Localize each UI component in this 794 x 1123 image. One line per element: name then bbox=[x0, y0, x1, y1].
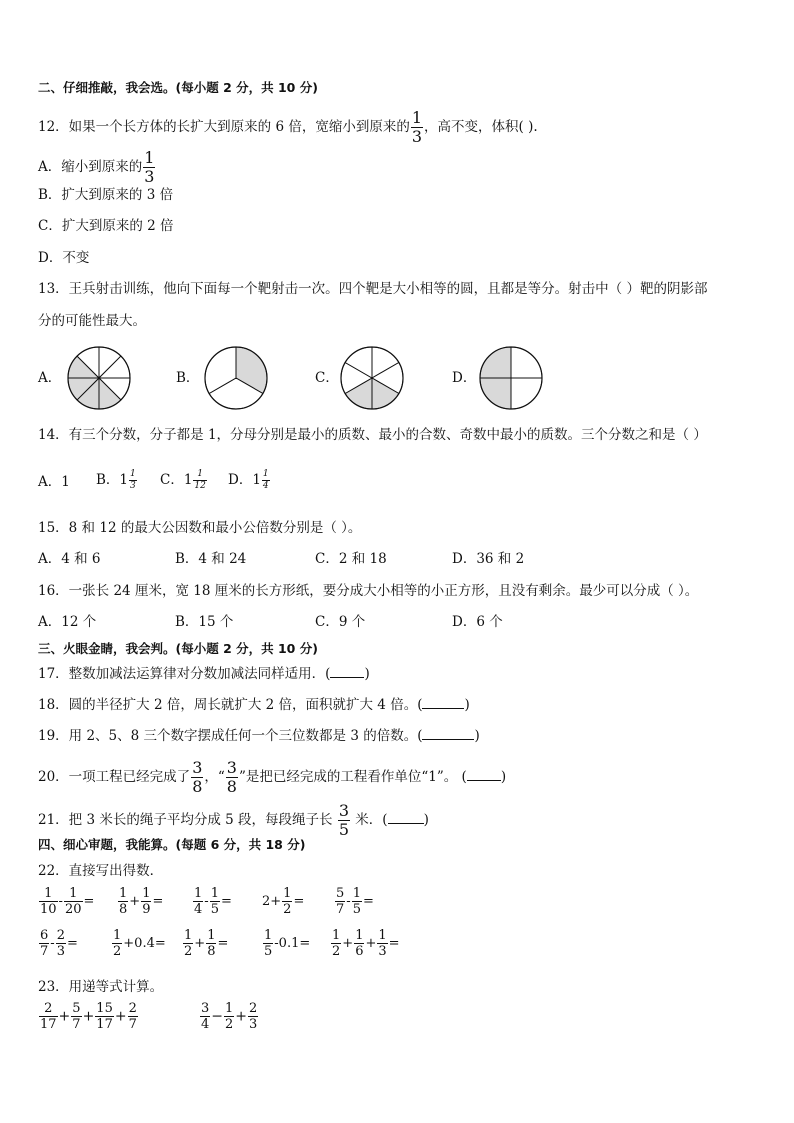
frac bbox=[193, 887, 203, 916]
calc-r1-3[interactable] bbox=[192, 887, 232, 916]
q19-close: ) bbox=[474, 728, 480, 744]
operator: - bbox=[50, 936, 55, 951]
num: 1 bbox=[283, 886, 292, 901]
num: 1 bbox=[142, 886, 151, 901]
q21-text-end: 米．( bbox=[351, 812, 388, 828]
q14-b-whole: B．1 bbox=[96, 472, 129, 488]
q14-option-d[interactable] bbox=[228, 470, 271, 491]
q20-text-end: ”是把已经完成的工程看作单位“1”。 ( bbox=[238, 769, 467, 785]
num: 3 bbox=[201, 1001, 210, 1016]
q14-d-den: 4 bbox=[262, 481, 269, 491]
q12-option-a-text: A．缩小到原来的 bbox=[38, 159, 143, 175]
target-b-pie[interactable] bbox=[203, 345, 269, 411]
frac bbox=[354, 929, 364, 958]
question-22: 22．直接写出得数． bbox=[38, 863, 164, 879]
num: 1 bbox=[39, 887, 58, 902]
calc-23-2[interactable] bbox=[199, 1002, 259, 1031]
q14-d-fraction bbox=[262, 470, 270, 491]
num: 1 bbox=[207, 928, 216, 943]
frac bbox=[335, 887, 345, 916]
q12-text-end: ，高不变，体积( ). bbox=[424, 119, 538, 135]
question-13-line1: 13．王兵射击训练，他向下面每一个靶射击一次。四个靶是大小相等的圆，且都是等分。射击中（ ）靶的阴影部 bbox=[38, 281, 708, 297]
q16-option-a[interactable]: A．12 个 bbox=[38, 614, 97, 630]
q12-option-a-fraction bbox=[143, 150, 155, 185]
q12-option-c[interactable]: C．扩大到原来的 2 倍 bbox=[38, 218, 174, 234]
question-13-line2: 分的可能性最大。 bbox=[38, 313, 146, 329]
q21-num: 3 bbox=[338, 801, 349, 820]
num: 15 bbox=[96, 1001, 113, 1016]
num: 1 bbox=[378, 928, 387, 943]
q21-den: 5 bbox=[338, 820, 349, 839]
operator: - bbox=[58, 894, 63, 909]
num: 1 bbox=[210, 886, 219, 901]
q20-fraction-1 bbox=[191, 760, 203, 795]
den: 2 bbox=[332, 944, 341, 959]
frac bbox=[377, 929, 387, 958]
den: 5 bbox=[352, 902, 361, 917]
operator: + bbox=[194, 936, 206, 951]
question-17 bbox=[38, 665, 370, 683]
q14-c-den: 12 bbox=[194, 481, 206, 491]
q14-c-whole: C．1 bbox=[160, 472, 193, 488]
q20-f2-num: 3 bbox=[226, 758, 237, 777]
whole-plus: 2+ bbox=[262, 894, 282, 909]
q20-text: 20．一项工程已经完成了 bbox=[38, 769, 191, 785]
q16-option-b[interactable]: B．15 个 bbox=[175, 614, 234, 630]
den: 2 bbox=[225, 1017, 234, 1032]
den: 7 bbox=[128, 1017, 137, 1032]
q17-close: ) bbox=[364, 666, 370, 682]
q20-f1-den: 8 bbox=[192, 777, 203, 796]
calc-r1-2[interactable] bbox=[117, 887, 163, 916]
frac bbox=[71, 1002, 81, 1031]
operator: - bbox=[346, 894, 351, 909]
num: 1 bbox=[64, 887, 83, 902]
q13-option-b[interactable]: B． bbox=[176, 370, 200, 386]
calc-r2-4[interactable] bbox=[262, 929, 310, 958]
den: 6 bbox=[355, 944, 364, 959]
den: 10 bbox=[40, 902, 57, 917]
question-21 bbox=[38, 803, 429, 838]
q12-a-den: 3 bbox=[144, 167, 155, 186]
den: 8 bbox=[119, 902, 128, 917]
den: 3 bbox=[56, 944, 65, 959]
num: 1 bbox=[355, 928, 364, 943]
decimal-term: +0.4 bbox=[123, 936, 155, 951]
equals: = bbox=[83, 894, 95, 909]
num: 1 bbox=[264, 928, 273, 943]
equals: = bbox=[220, 894, 232, 909]
den: 20 bbox=[64, 902, 82, 917]
den: 17 bbox=[96, 1017, 113, 1032]
target-c-pie[interactable] bbox=[339, 345, 405, 411]
q12-fraction bbox=[411, 110, 423, 145]
q14-b-den: 3 bbox=[130, 481, 136, 491]
frac bbox=[248, 1002, 258, 1031]
q15-option-c[interactable]: C．2 和 18 bbox=[315, 551, 387, 567]
frac bbox=[263, 929, 273, 958]
frac bbox=[64, 887, 83, 916]
calc-23-1[interactable] bbox=[38, 1002, 139, 1031]
q12-option-d[interactable]: D．不变 bbox=[38, 250, 90, 266]
equals: = bbox=[299, 936, 311, 951]
operator: + bbox=[342, 936, 354, 951]
num: 2 bbox=[249, 1001, 258, 1016]
den: 2 bbox=[283, 902, 292, 917]
equals: = bbox=[154, 936, 166, 951]
frac bbox=[352, 887, 362, 916]
den: 4 bbox=[201, 1017, 210, 1032]
q13-option-a[interactable]: A． bbox=[38, 370, 62, 386]
q14-b-fraction bbox=[129, 470, 137, 491]
num: 1 bbox=[352, 886, 361, 901]
operator: + bbox=[82, 1008, 95, 1025]
frac bbox=[39, 887, 58, 916]
calc-r2-3[interactable] bbox=[182, 929, 228, 958]
question-12 bbox=[38, 110, 538, 145]
equals: = bbox=[217, 936, 229, 951]
calc-r2-1[interactable] bbox=[38, 929, 78, 958]
num: 1 bbox=[184, 928, 193, 943]
q15-option-a[interactable]: A．4 和 6 bbox=[38, 551, 101, 567]
q18-text: 18．圆的半径扩大 2 倍，周长就扩大 2 倍，面积就扩大 4 倍。( bbox=[38, 697, 423, 713]
equals: = bbox=[66, 936, 78, 951]
q16-option-c[interactable]: C．9 个 bbox=[315, 614, 366, 630]
q21-close: ) bbox=[423, 812, 429, 828]
frac bbox=[56, 929, 66, 958]
operator: + bbox=[365, 936, 377, 951]
q19-text: 19．用 2、5、8 三个数字摆成任何一个三位数都是 3 的倍数。( bbox=[38, 728, 423, 744]
num: 6 bbox=[40, 928, 49, 943]
calc-r2-2[interactable] bbox=[111, 929, 166, 958]
num: 5 bbox=[336, 886, 345, 901]
q14-option-c[interactable] bbox=[160, 470, 208, 491]
q21-text: 21．把 3 米长的绳子平均分成 5 段，每段绳子长 bbox=[38, 812, 337, 828]
question-20 bbox=[38, 760, 506, 795]
q14-d-whole: D．1 bbox=[228, 472, 261, 488]
q13-option-c[interactable]: C． bbox=[315, 370, 339, 386]
question-16: 16．一张长 24 厘米，宽 18 厘米的长方形纸，要分成大小相等的小正方形，且没有剩余。最少可以分成（ ）。 bbox=[38, 583, 699, 599]
decimal-term: -0.1 bbox=[274, 936, 300, 951]
q12-frac-num: 1 bbox=[411, 108, 423, 127]
den: 7 bbox=[336, 902, 345, 917]
q14-d-num: 1 bbox=[262, 469, 269, 479]
frac bbox=[183, 929, 193, 958]
q16-option-d[interactable]: D．6 个 bbox=[452, 614, 503, 630]
den: 3 bbox=[249, 1017, 258, 1032]
num: 2 bbox=[128, 1001, 137, 1016]
frac bbox=[331, 929, 341, 958]
calc-r1-5[interactable] bbox=[334, 887, 374, 916]
frac bbox=[210, 887, 220, 916]
den: 2 bbox=[184, 944, 193, 959]
q14-option-a[interactable]: A．1 bbox=[38, 474, 70, 490]
den: 8 bbox=[207, 944, 216, 959]
q18-close: ) bbox=[464, 697, 470, 713]
target-d-pie[interactable] bbox=[478, 345, 544, 411]
equals: = bbox=[293, 894, 305, 909]
section-3-heading: 三、火眼金睛，我会判。(每小题 2 分，共 10 分) bbox=[38, 641, 318, 656]
calc-r2-5[interactable] bbox=[330, 929, 400, 958]
question-23: 23．用递等式计算。 bbox=[38, 979, 164, 995]
frac bbox=[39, 1002, 58, 1031]
num: 1 bbox=[119, 886, 128, 901]
operator: + bbox=[58, 1008, 71, 1025]
den: 9 bbox=[142, 902, 151, 917]
q21-answer-blank[interactable] bbox=[388, 811, 424, 824]
den: 5 bbox=[264, 944, 273, 959]
den: 3 bbox=[378, 944, 387, 959]
den: 7 bbox=[40, 944, 49, 959]
q17-text: 17．整数加减法运算律对分数加减法同样适用．( bbox=[38, 666, 331, 682]
den: 7 bbox=[72, 1017, 81, 1032]
num: 1 bbox=[194, 886, 203, 901]
operator: + bbox=[129, 894, 141, 909]
q14-c-num: 1 bbox=[193, 470, 206, 481]
q20-close: ) bbox=[500, 769, 507, 785]
operator: + bbox=[114, 1008, 127, 1025]
calc-r1-1[interactable] bbox=[38, 887, 94, 916]
question-14: 14．有三个分数，分子都是 1，分母分别是最小的质数、最小的合数、奇数中最小的质数。三个分数之和是（ ） bbox=[38, 427, 707, 443]
q12-option-a[interactable] bbox=[38, 150, 156, 185]
num: 2 bbox=[39, 1002, 58, 1017]
num: 2 bbox=[56, 928, 65, 943]
q15-option-b[interactable]: B．4 和 24 bbox=[175, 551, 247, 567]
calc-r1-4[interactable] bbox=[262, 887, 304, 916]
frac bbox=[112, 929, 122, 958]
section-2-heading: 二、仔细推敲，我会选。(每小题 2 分，共 10 分) bbox=[38, 80, 318, 95]
q12-text: 12．如果一个长方体的长扩大到原来的 6 倍，宽缩小到原来的 bbox=[38, 119, 410, 135]
frac bbox=[200, 1002, 210, 1031]
q18-answer-blank[interactable] bbox=[422, 696, 464, 709]
den: 5 bbox=[210, 902, 219, 917]
num: 5 bbox=[72, 1001, 81, 1016]
operator: + bbox=[235, 1008, 248, 1025]
equals: = bbox=[362, 894, 374, 909]
question-18 bbox=[38, 696, 470, 714]
q19-answer-blank[interactable] bbox=[422, 727, 474, 740]
frac bbox=[128, 1002, 138, 1031]
equals: = bbox=[152, 894, 164, 909]
frac bbox=[282, 887, 292, 916]
q13-option-d[interactable]: D． bbox=[452, 370, 477, 386]
equals: = bbox=[388, 936, 400, 951]
frac bbox=[224, 1002, 234, 1031]
frac bbox=[39, 929, 49, 958]
operator: - bbox=[204, 894, 209, 909]
question-19 bbox=[38, 727, 480, 745]
frac bbox=[206, 929, 216, 958]
q20-f1-num: 3 bbox=[192, 758, 203, 777]
q14-c-fraction bbox=[193, 470, 206, 491]
q20-fraction-2 bbox=[226, 760, 238, 795]
q15-option-d[interactable]: D．36 和 2 bbox=[452, 551, 525, 567]
q21-fraction bbox=[338, 803, 350, 838]
frac bbox=[118, 887, 128, 916]
q14-option-b[interactable] bbox=[96, 470, 138, 491]
question-15: 15．8 和 12 的最大公因数和最小公倍数分别是（ ）。 bbox=[38, 520, 362, 536]
q17-answer-blank[interactable] bbox=[330, 665, 364, 678]
q20-answer-blank[interactable] bbox=[467, 768, 501, 781]
den: 17 bbox=[40, 1017, 57, 1032]
frac bbox=[95, 1002, 114, 1031]
operator: − bbox=[211, 1008, 224, 1025]
target-a-pie[interactable] bbox=[66, 345, 132, 411]
q14-b-num: 1 bbox=[130, 469, 136, 479]
q12-option-b[interactable]: B．扩大到原来的 3 倍 bbox=[38, 187, 174, 203]
section-4-heading: 四、细心审题，我能算。(每题 6 分，共 18 分) bbox=[38, 837, 306, 852]
q12-a-num: 1 bbox=[144, 148, 155, 167]
num: 1 bbox=[332, 928, 341, 943]
q20-quote-open: ，“ bbox=[204, 769, 225, 785]
q12-frac-den: 3 bbox=[411, 127, 423, 146]
q20-f2-den: 8 bbox=[226, 777, 237, 796]
den: 2 bbox=[113, 944, 122, 959]
num: 1 bbox=[113, 928, 122, 943]
num: 1 bbox=[225, 1001, 234, 1016]
den: 4 bbox=[194, 902, 203, 917]
frac bbox=[141, 887, 151, 916]
